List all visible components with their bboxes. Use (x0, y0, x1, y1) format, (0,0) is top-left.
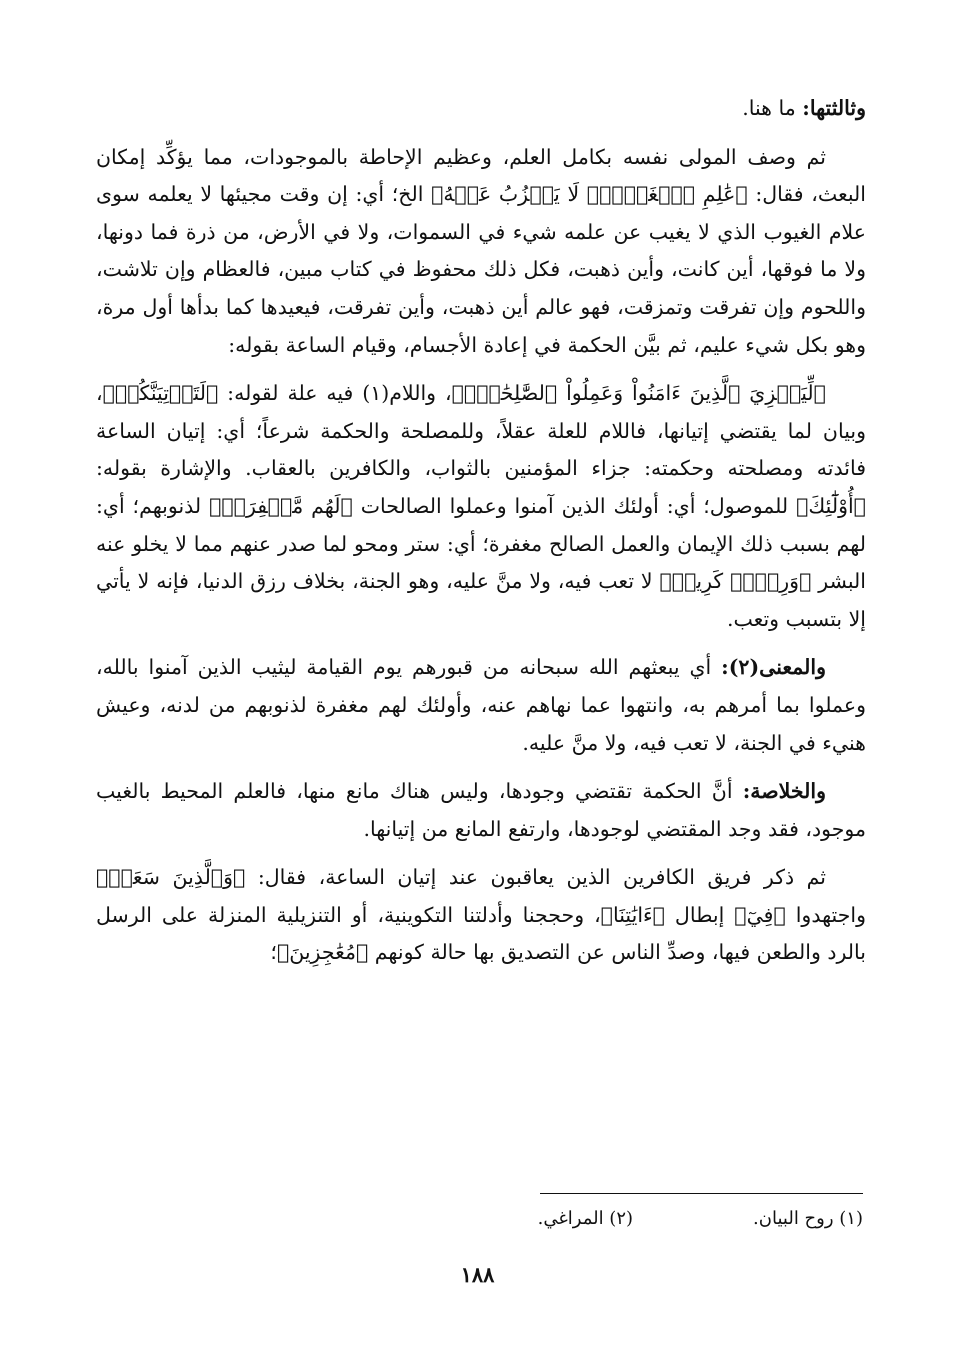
heading-line (96, 90, 866, 128)
heading-text: ما هنا. (742, 96, 803, 120)
footnote-divider (540, 1193, 863, 1194)
footnotes (330, 1208, 863, 1229)
paragraph-2: ﴿لِّيَجۡزِيَ ٱلَّذِينَ ءَامَنُواْ وَعَمِلُواْ ٱلصَّٰلِحَٰتِۚ﴾، واللام(١) فيه علة لقوله: ﴿لَتَأۡتِيَنَّكُمۡ﴾، وبيان لما يقتضي إتيانها، فاللام للعلة عقلاً، وللمصلحة والحكمة شرعاً؛ أي: إتيان الساعة فائدته ومصلحته وحكمته: جزاء المؤمنين بالثواب، والكافرين بالعقاب. والإشارة بقوله: ﴿أُوْلَٰٓئِكَ﴾ للموصول؛ أي: أولئك الذين آمنوا وعملوا الصالحات ﴿لَهُم مَّغۡفِرَةٞ﴾ لذنوبهم؛ أي: لهم بسبب ذلك الإيمان والعمل الصالح مغفرة؛ أي: ستر ومحو لما صدر عنهم مما لا يخلو عنه البشر ﴿وَرِزۡقٞ كَرِيمٞ﴾ لا تعب فيه، ولا منَّ عليه، وهو الجنة، بخلاف رزق الدنيا، فإنه لا يأتي إلا بتسبب وتعب. (96, 381, 866, 631)
meaning-label: والمعنى(٢): (721, 655, 826, 680)
page-number: ١٨٨ (460, 1262, 495, 1287)
summary-text: أنَّ الحكمة تقتضي وجودها، وليس هناك مانع منها، فالعلم المحيط بالغيب موجود، فقد وجد المقتضي لوجودها، وارتفع المانع من إتيانها. (96, 779, 866, 841)
summary-label: والخلاصة: (742, 779, 826, 804)
closing-paragraph: ثم ذكر فريق الكافرين الذين يعاقبون عند إتيان الساعة، فقال: ﴿وَٱلَّذِينَ سَعَوۡ﴾ واجتهدوا ﴿فِيٓ﴾ إبطال ﴿ءَايَٰتِنَا﴾، وحججنا وأدلتنا التكوينية، أو التنزيلية المنزلة على الرسل بالرد والطعن فيها، وصدِّ الناس عن التصديق بها حالة كونهم ﴿مُعَٰجِزِينَ﴾؛ (96, 865, 866, 965)
meaning-text: أي يبعثهم الله سبحانه من قبورهم يوم القيامة ليثيب الذين آمنوا بالله، وعملوا بما أمرهم به، وانتهوا عما نهاهم عنه، وأولئك لهم مغفرة لذنوبهم من لدنه، وعيش هنيء في الجنة، لا تعب فيه، ولا منَّ عليه. (96, 655, 866, 755)
paragraph-1: ثم وصف المولى نفسه بكامل العلم، وعظيم الإحاطة بالموجودات، مما يؤكِّد إمكان البعث، فقال: ﴿عَٰلِمِ ٱلۡغَيۡبِۖ لَا يَعۡزُبُ عَنۡهُ﴾ الخ؛ أي: إن وقت مجيئها لا يعلمه سوى علام الغيوب الذي لا يغيب عن علمه شيء في السموات، ولا في الأرض، من ذرة فما دونها، ولا ما فوقها، أين كانت، وأين ذهبت، فكل ذلك محفوظ في كتاب مبين، فالعظام وإن تلاشت، واللحوم وإن تفرقت وتمزقت، فهو عالم أين ذهبت، وأين تفرقت، فيعيدها كما بدأها أول مرة، وهو بكل شيء عليم، ثم بيَّن الحكمة في إعادة الأجسام، وقيام الساعة بقوله: (96, 144, 866, 357)
footnote-1: (١) روح البيان. (753, 1208, 863, 1229)
meaning-paragraph (96, 649, 866, 762)
footnote-2: (٢) المراغي. (537, 1208, 634, 1229)
body-text (96, 90, 866, 983)
heading-label: وثالثتها: (802, 96, 866, 120)
summary-paragraph (96, 773, 866, 848)
